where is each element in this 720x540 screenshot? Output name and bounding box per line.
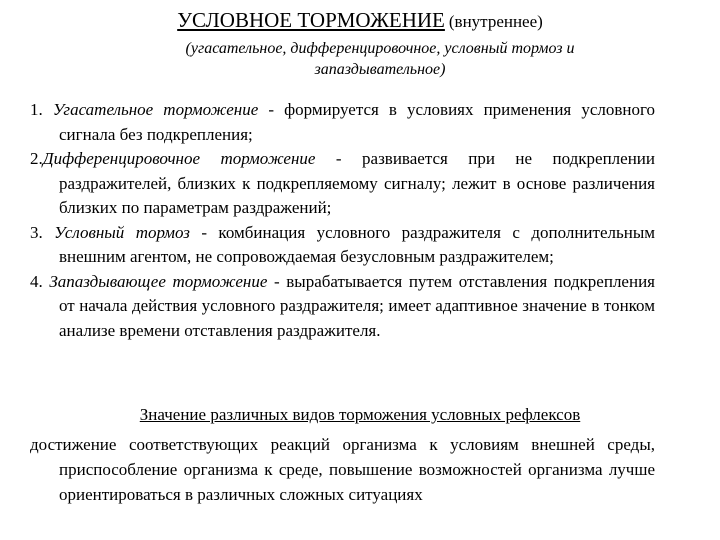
item-marker: 3. [30, 222, 43, 242]
item-description: - формируется в условиях применения условного сигнала без подкрепления; [59, 100, 656, 144]
list-item-conditioned-inhibitor [30, 221, 655, 270]
significance-heading: Значение различных видов торможения условных рефлексов [139, 405, 581, 424]
item-marker: 1. [30, 100, 43, 119]
title-main: УСЛОВНОЕ ТОРМОЖЕНИЕ [177, 8, 445, 32]
item-term: Запаздывающее торможение [49, 271, 268, 291]
list-item-delayed [30, 270, 655, 344]
item-description: - развивается при не подкреплении раздражителей, близких к подкрепляемому сигналу; лежит в основе различения близких по параметрам раздражений; [59, 149, 655, 217]
inhibition-types-list [30, 98, 655, 343]
list-item-differentiation [30, 147, 655, 221]
item-term: Угасательное торможение [52, 100, 259, 119]
slide-title [0, 8, 720, 33]
title-qualifier: (внутреннее) [448, 12, 543, 31]
item-marker: 4. [30, 271, 43, 291]
item-term: Дифференцировочное торможение [42, 149, 316, 168]
item-description: - вырабатывается путем отставления подкрепления от начала действия условного раздражителя; имеет адаптивное значение в тонком анализе времени отставления раздражителя. [59, 271, 655, 340]
significance-text: достижение соответствующих реакций организма к условиям внешней среды, приспособление организма к среде, повышение возможностей организма лучше ориентироваться в различных сложных ситуациях [30, 435, 655, 504]
item-description: - комбинация условного раздражителя с дополнительным внешним агентом, не сопровождаемая безусловным раздражителем; [59, 222, 656, 266]
item-marker: 2. [30, 149, 43, 168]
item-term: Условный тормоз [54, 222, 190, 242]
list-item-extinction [30, 98, 655, 147]
slide-subtitle: (угасательное, дифференцировочное, условный тормоз и запаздывательное) [185, 40, 575, 78]
